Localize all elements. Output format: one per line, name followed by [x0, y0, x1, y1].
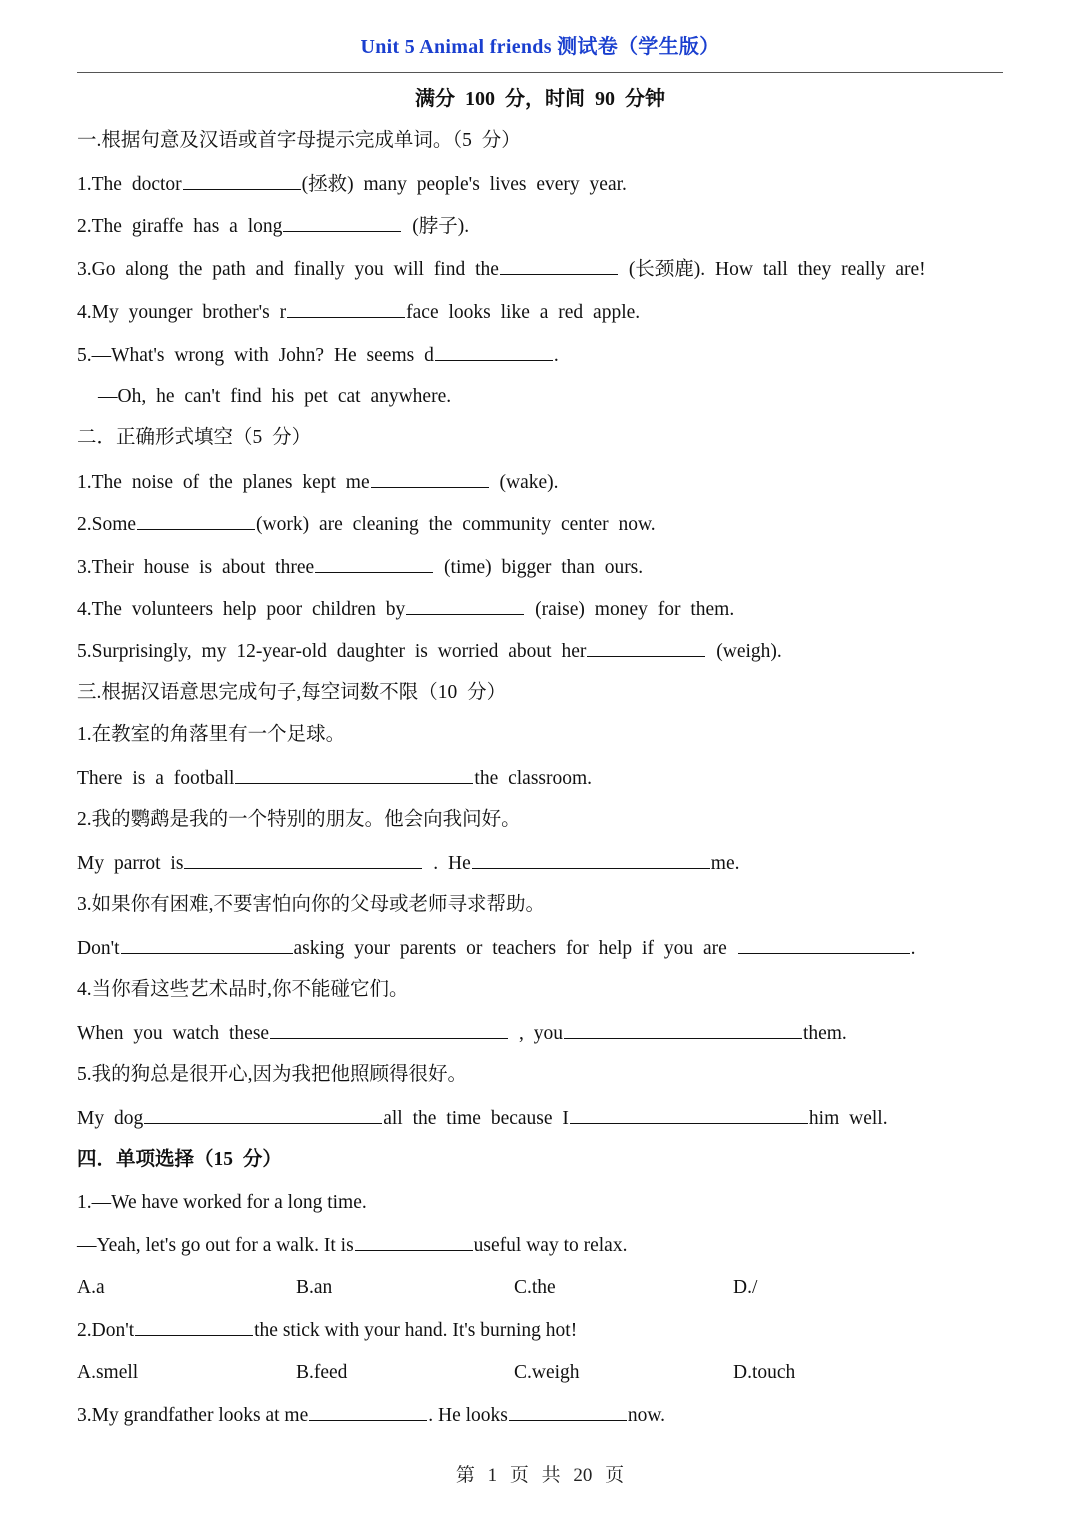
s4-q1-option-a[interactable]: A.a	[77, 1277, 105, 1298]
s4-question-2	[77, 1317, 577, 1344]
s2-question-2	[77, 511, 656, 538]
answer-blank[interactable]	[587, 638, 705, 657]
answer-blank[interactable]	[472, 850, 710, 869]
s2-question-1	[77, 469, 559, 496]
s4-q1-prompt: 1.—We have worked for a long time.	[77, 1192, 367, 1213]
s3-question-5	[77, 1105, 888, 1132]
answer-blank[interactable]	[144, 1105, 382, 1124]
answer-blank[interactable]	[135, 1317, 253, 1336]
s2-q3-text-a: 3.Their house is about three	[77, 557, 315, 578]
answer-blank[interactable]	[435, 342, 553, 361]
section-4-heading: 四．单项选择（15 分）	[77, 1149, 282, 1170]
s1-q5-text-a: 5.—What's wrong with John? He seems d	[77, 345, 434, 366]
answer-blank[interactable]	[235, 765, 473, 784]
s1-q1-text-b: (拯救) many people's lives every year.	[301, 174, 627, 195]
s3-q2-chinese: 2.我的鹦鹉是我的一个特别的朋友。他会向我问好。	[77, 809, 521, 830]
s3-q4-text-a: When you watch these	[77, 1023, 270, 1044]
s1-q1-text-a: 1.The doctor	[77, 174, 182, 195]
s1-q5-text-b: .	[553, 345, 559, 366]
s3-q4-chinese: 4.当你看这些艺术品时,你不能碰它们。	[77, 979, 409, 1000]
s4-q2-option-a[interactable]: A.smell	[77, 1362, 139, 1383]
s2-q2-text-b: (work) are cleaning the community center now.	[256, 514, 656, 535]
s3-q1-text-a: There is a football	[77, 768, 235, 789]
s2-q4-text-b: (raise) money for them.	[525, 599, 735, 620]
s3-q2-text-b: . He	[423, 853, 471, 874]
s2-q1-text-a: 1.The noise of the planes kept me	[77, 472, 370, 493]
s3-q3-chinese: 3.如果你有困难,不要害怕向你的父母或老师寻求帮助。	[77, 894, 546, 915]
answer-blank[interactable]	[283, 213, 401, 232]
s4-q1-option-c[interactable]: C.the	[514, 1277, 556, 1298]
s3-q4-text-c: them.	[802, 1023, 847, 1044]
answer-blank[interactable]	[406, 596, 524, 615]
s1-question-3	[77, 256, 926, 283]
s4-q1-text-c: useful way to relax.	[473, 1235, 628, 1256]
s4-q2-option-c[interactable]: C.weigh	[514, 1362, 580, 1383]
s3-question-4	[77, 1020, 847, 1047]
s2-q2-text-a: 2.Some	[77, 514, 137, 535]
page-header-title: Unit 5 Animal friends 测试卷（学生版）	[360, 36, 720, 58]
s1-q2-text-a: 2.The giraffe has a long	[77, 216, 283, 237]
s3-q2-text-c: me.	[710, 853, 740, 874]
answer-blank[interactable]	[564, 1020, 802, 1039]
s3-q3-text-c: .	[910, 938, 916, 959]
answer-blank[interactable]	[183, 171, 301, 190]
answer-blank[interactable]	[121, 935, 293, 954]
s1-question-5	[77, 342, 559, 369]
s1-q3-text-b: (长颈鹿). How tall they really are!	[618, 259, 926, 280]
answer-blank[interactable]	[371, 469, 489, 488]
s4-question-3	[77, 1402, 665, 1429]
answer-blank[interactable]	[500, 256, 618, 275]
answer-blank[interactable]	[184, 850, 422, 869]
s1-q4-text-a: 4.My younger brother's r	[77, 302, 287, 323]
s4-q3-text-c: now.	[627, 1405, 666, 1426]
s4-q2-text-b: the stick with your hand. It's burning hot!	[254, 1320, 578, 1341]
s1-question-4	[77, 299, 640, 326]
s4-q1-option-d[interactable]: D./	[733, 1277, 758, 1298]
s1-q4-text-b: face looks like a red apple.	[406, 302, 641, 323]
answer-blank[interactable]	[738, 935, 910, 954]
s3-q5-chinese: 5.我的狗总是很开心,因为我把他照顾得很好。	[77, 1064, 468, 1085]
s3-q5-text-c: him well.	[808, 1108, 888, 1129]
s2-question-5	[77, 638, 782, 665]
s3-q3-text-a: Don't	[77, 938, 120, 959]
s4-q3-text-a: 3.My grandfather looks at me	[77, 1405, 309, 1426]
s2-q3-text-b: (time) bigger than ours.	[434, 557, 644, 578]
s4-q2-option-b[interactable]: B.feed	[296, 1362, 348, 1383]
s4-question-1	[77, 1232, 627, 1259]
section-1-heading: 一.根据句意及汉语或首字母提示完成单词。（5 分）	[77, 130, 521, 151]
answer-blank[interactable]	[137, 511, 255, 530]
s4-q1-text-b: —Yeah, let's go out for a walk. It is	[77, 1235, 354, 1256]
s2-q5-text-a: 5.Surprisingly, my 12-year-old daughter is worried about her	[77, 641, 587, 662]
s4-q3-text-b: . He looks	[428, 1405, 508, 1426]
s1-question-1	[77, 171, 627, 198]
section-3-heading: 三.根据汉语意思完成句子,每空词数不限（10 分）	[77, 682, 507, 703]
s1-q5-reply: —Oh, he can't find his pet cat anywhere.	[98, 386, 452, 407]
s3-q1-text-b: the classroom.	[474, 768, 593, 789]
s1-question-2	[77, 213, 469, 240]
s2-question-4	[77, 596, 734, 623]
header-divider	[77, 72, 1003, 73]
s2-q1-text-b: (wake).	[489, 472, 559, 493]
s1-q2-text-b: (脖子).	[402, 216, 470, 237]
s2-q5-text-b: (weigh).	[706, 641, 782, 662]
s3-q5-text-b: all the time because I	[383, 1108, 569, 1129]
s4-q1-option-b[interactable]: B.an	[296, 1277, 333, 1298]
answer-blank[interactable]	[287, 299, 405, 318]
s3-question-2	[77, 850, 739, 877]
s3-q4-text-b: , you	[509, 1023, 563, 1044]
s4-q2-option-d[interactable]: D.touch	[733, 1362, 796, 1383]
s3-q3-text-b: asking your parents or teachers for help if you are	[293, 938, 737, 959]
s3-question-1	[77, 765, 592, 792]
s3-q1-chinese: 1.在教室的角落里有一个足球。	[77, 724, 346, 745]
answer-blank[interactable]	[570, 1105, 808, 1124]
s1-q3-text-a: 3.Go along the path and finally you will find the	[77, 259, 499, 280]
score-time-subtitle: 满分 100 分，时间 90 分钟	[415, 88, 665, 110]
s2-q4-text-a: 4.The volunteers help poor children by	[77, 599, 406, 620]
answer-blank[interactable]	[509, 1402, 627, 1421]
answer-blank[interactable]	[315, 554, 433, 573]
s4-q2-text-a: 2.Don't	[77, 1320, 135, 1341]
answer-blank[interactable]	[309, 1402, 427, 1421]
s3-question-3	[77, 935, 916, 962]
s3-q5-text-a: My dog	[77, 1108, 144, 1129]
answer-blank[interactable]	[355, 1232, 473, 1251]
answer-blank[interactable]	[270, 1020, 508, 1039]
s3-q2-text-a: My parrot is	[77, 853, 184, 874]
page-footer: 第 1 页 共 20 页	[455, 1465, 625, 1486]
section-2-heading: 二．正确形式填空（5 分）	[77, 427, 312, 448]
s2-question-3	[77, 554, 643, 581]
